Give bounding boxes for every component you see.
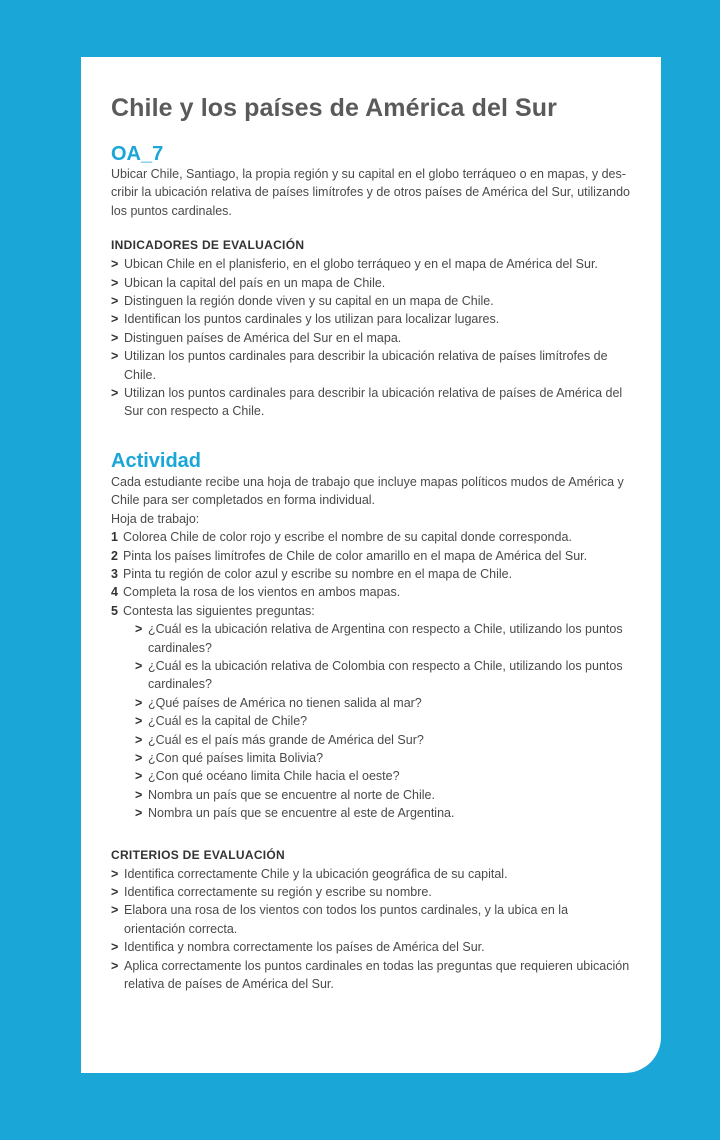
- chevron-right-icon: >: [111, 386, 119, 401]
- criteria-heading: CRITERIOS DE EVALUACIÓN: [111, 847, 286, 862]
- chevron-right-icon: >: [135, 806, 143, 821]
- indicator-item: > Identifican los puntos cardinales y los utilizan para localizar lugares.: [111, 310, 631, 328]
- criteria-item: > Identifica correctamente su región y escribe su nombre.: [111, 883, 631, 901]
- chevron-right-icon: >: [111, 312, 119, 327]
- chevron-right-icon: >: [111, 257, 119, 272]
- indicator-item: > Distinguen la región donde viven y su capital en un mapa de Chile.: [111, 292, 631, 310]
- chevron-right-icon: >: [135, 750, 143, 765]
- oa-code: OA_7: [111, 143, 164, 165]
- chevron-right-icon: >: [111, 294, 119, 309]
- step-item: 1 Colorea Chile de color rojo y escribe el nombre de su capital donde corresponda.: [111, 530, 572, 545]
- chevron-right-icon: >: [135, 732, 143, 747]
- question-item: > ¿Cuál es el país más grande de América del Sur?: [135, 731, 631, 749]
- question-item: > ¿Con qué países limita Bolivia?: [135, 749, 631, 767]
- indicator-item: > Ubican la capital del país en un mapa de Chile.: [111, 274, 631, 292]
- worksheet-steps: [111, 528, 631, 823]
- question-item: > ¿Cuál es la capital de Chile?: [135, 712, 631, 730]
- activity-intro: Cada estudiante recibe una hoja de trabajo que incluye mapas políticos mudos de América y Chile para ser completados en forma individual.: [111, 474, 624, 508]
- chevron-right-icon: >: [135, 622, 143, 637]
- chevron-right-icon: >: [135, 658, 143, 673]
- indicator-item: > Utilizan los puntos cardinales para describir la ubicación relativa de países limítrofes de Chile.: [111, 349, 608, 382]
- question-item: > Nombra un país que se encuentre al este de Argentina.: [135, 804, 631, 822]
- page-content: [111, 93, 631, 993]
- chevron-right-icon: >: [111, 958, 119, 973]
- chevron-right-icon: >: [111, 866, 119, 881]
- step-item: 5 Contesta las siguientes preguntas: > ¿Cuál es la ubicación relativa de Argentina con respecto a Chile, utilizando los puntos cardinales? > ¿Cuál es la ubicación relativa de Colombia con respecto a Chile, utilizando los puntos cardinales? > ¿Qué países de América no tienen salida al mar? > ¿Cuál es la capital de Chile? > ¿Cuál es el país más grande de América del Sur? > ¿Con qué países limita Bolivia? > ¿Con qué océano limita Chile hacia el oeste? > Nombra un país que se encuentre al norte de Chile. > Nombra un país que se encuentre al este de Argentina.: [111, 602, 631, 823]
- question-item: > Nombra un país que se encuentre al norte de Chile.: [135, 786, 631, 804]
- chevron-right-icon: >: [111, 330, 119, 345]
- chevron-right-icon: >: [135, 714, 143, 729]
- chevron-right-icon: >: [135, 787, 143, 802]
- question-item: > ¿Qué países de América no tienen salida al mar?: [135, 694, 631, 712]
- criteria-item: > Identifica correctamente Chile y la ubicación geográfica de su capital.: [111, 865, 631, 883]
- question-item: > ¿Cuál es la ubicación relativa de Colombia con respecto a Chile, utilizando los puntos cardinales?: [135, 658, 623, 692]
- step-item: 3 Pinta tu región de color azul y escribe su nombre en el mapa de Chile.: [111, 566, 513, 581]
- step-item: 4 Completa la rosa de los vientos en ambos mapas.: [111, 585, 401, 600]
- indicators-list: [111, 255, 631, 421]
- step-item: 2 Pinta los países limítrofes de Chile de color amarillo en el mapa de América del Sur.: [111, 548, 588, 563]
- criteria-item: > Identifica y nombra correctamente los países de América del Sur.: [111, 938, 631, 956]
- chevron-right-icon: >: [111, 275, 119, 290]
- chevron-right-icon: >: [111, 940, 119, 955]
- activity-heading: Actividad: [111, 449, 202, 472]
- indicator-item: > Ubican Chile en el planisferio, en el globo terráqueo y en el mapa de América del Sur.: [111, 255, 631, 273]
- question-item: > ¿Cuál es la ubicación relativa de Argentina con respecto a Chile, utilizando los puntos cardinales?: [135, 622, 623, 655]
- criteria-list: [111, 865, 631, 994]
- chevron-right-icon: >: [111, 903, 119, 918]
- document-page: [81, 57, 661, 1073]
- criteria-item: > Elabora una rosa de los vientos con todos los puntos cardinales, y la ubica en la orientación correcta.: [111, 903, 569, 936]
- indicator-item: > Distinguen países de América del Sur en el mapa.: [111, 329, 631, 347]
- criteria-item: > Aplica correctamente los puntos cardinales en todas las preguntas que requieren ubicación relativa de países de América del Sur.: [111, 958, 630, 992]
- indicators-heading: INDICADORES DE EVALUACIÓN: [111, 238, 305, 253]
- question-item: > ¿Con qué océano limita Chile hacia el oeste?: [135, 767, 631, 785]
- chevron-right-icon: >: [111, 349, 119, 364]
- oa-description: Ubicar Chile, Santiago, la propia región y su capital en el globo terráqueo o en mapas, y des-cribir la ubicación relativa de países limítrofes y de otros países de América del Sur, utilizando los puntos cardinales.: [111, 167, 631, 218]
- worksheet-label: Hoja de trabajo:: [111, 511, 200, 526]
- questions-list: [123, 620, 631, 822]
- page-title: Chile y los países de América del Sur: [111, 94, 558, 122]
- indicator-item: > Utilizan los puntos cardinales para describir la ubicación relativa de países de América del Sur con respecto a Chile.: [111, 386, 623, 419]
- chevron-right-icon: >: [111, 885, 119, 899]
- chevron-right-icon: >: [135, 769, 143, 784]
- chevron-right-icon: >: [135, 695, 143, 710]
